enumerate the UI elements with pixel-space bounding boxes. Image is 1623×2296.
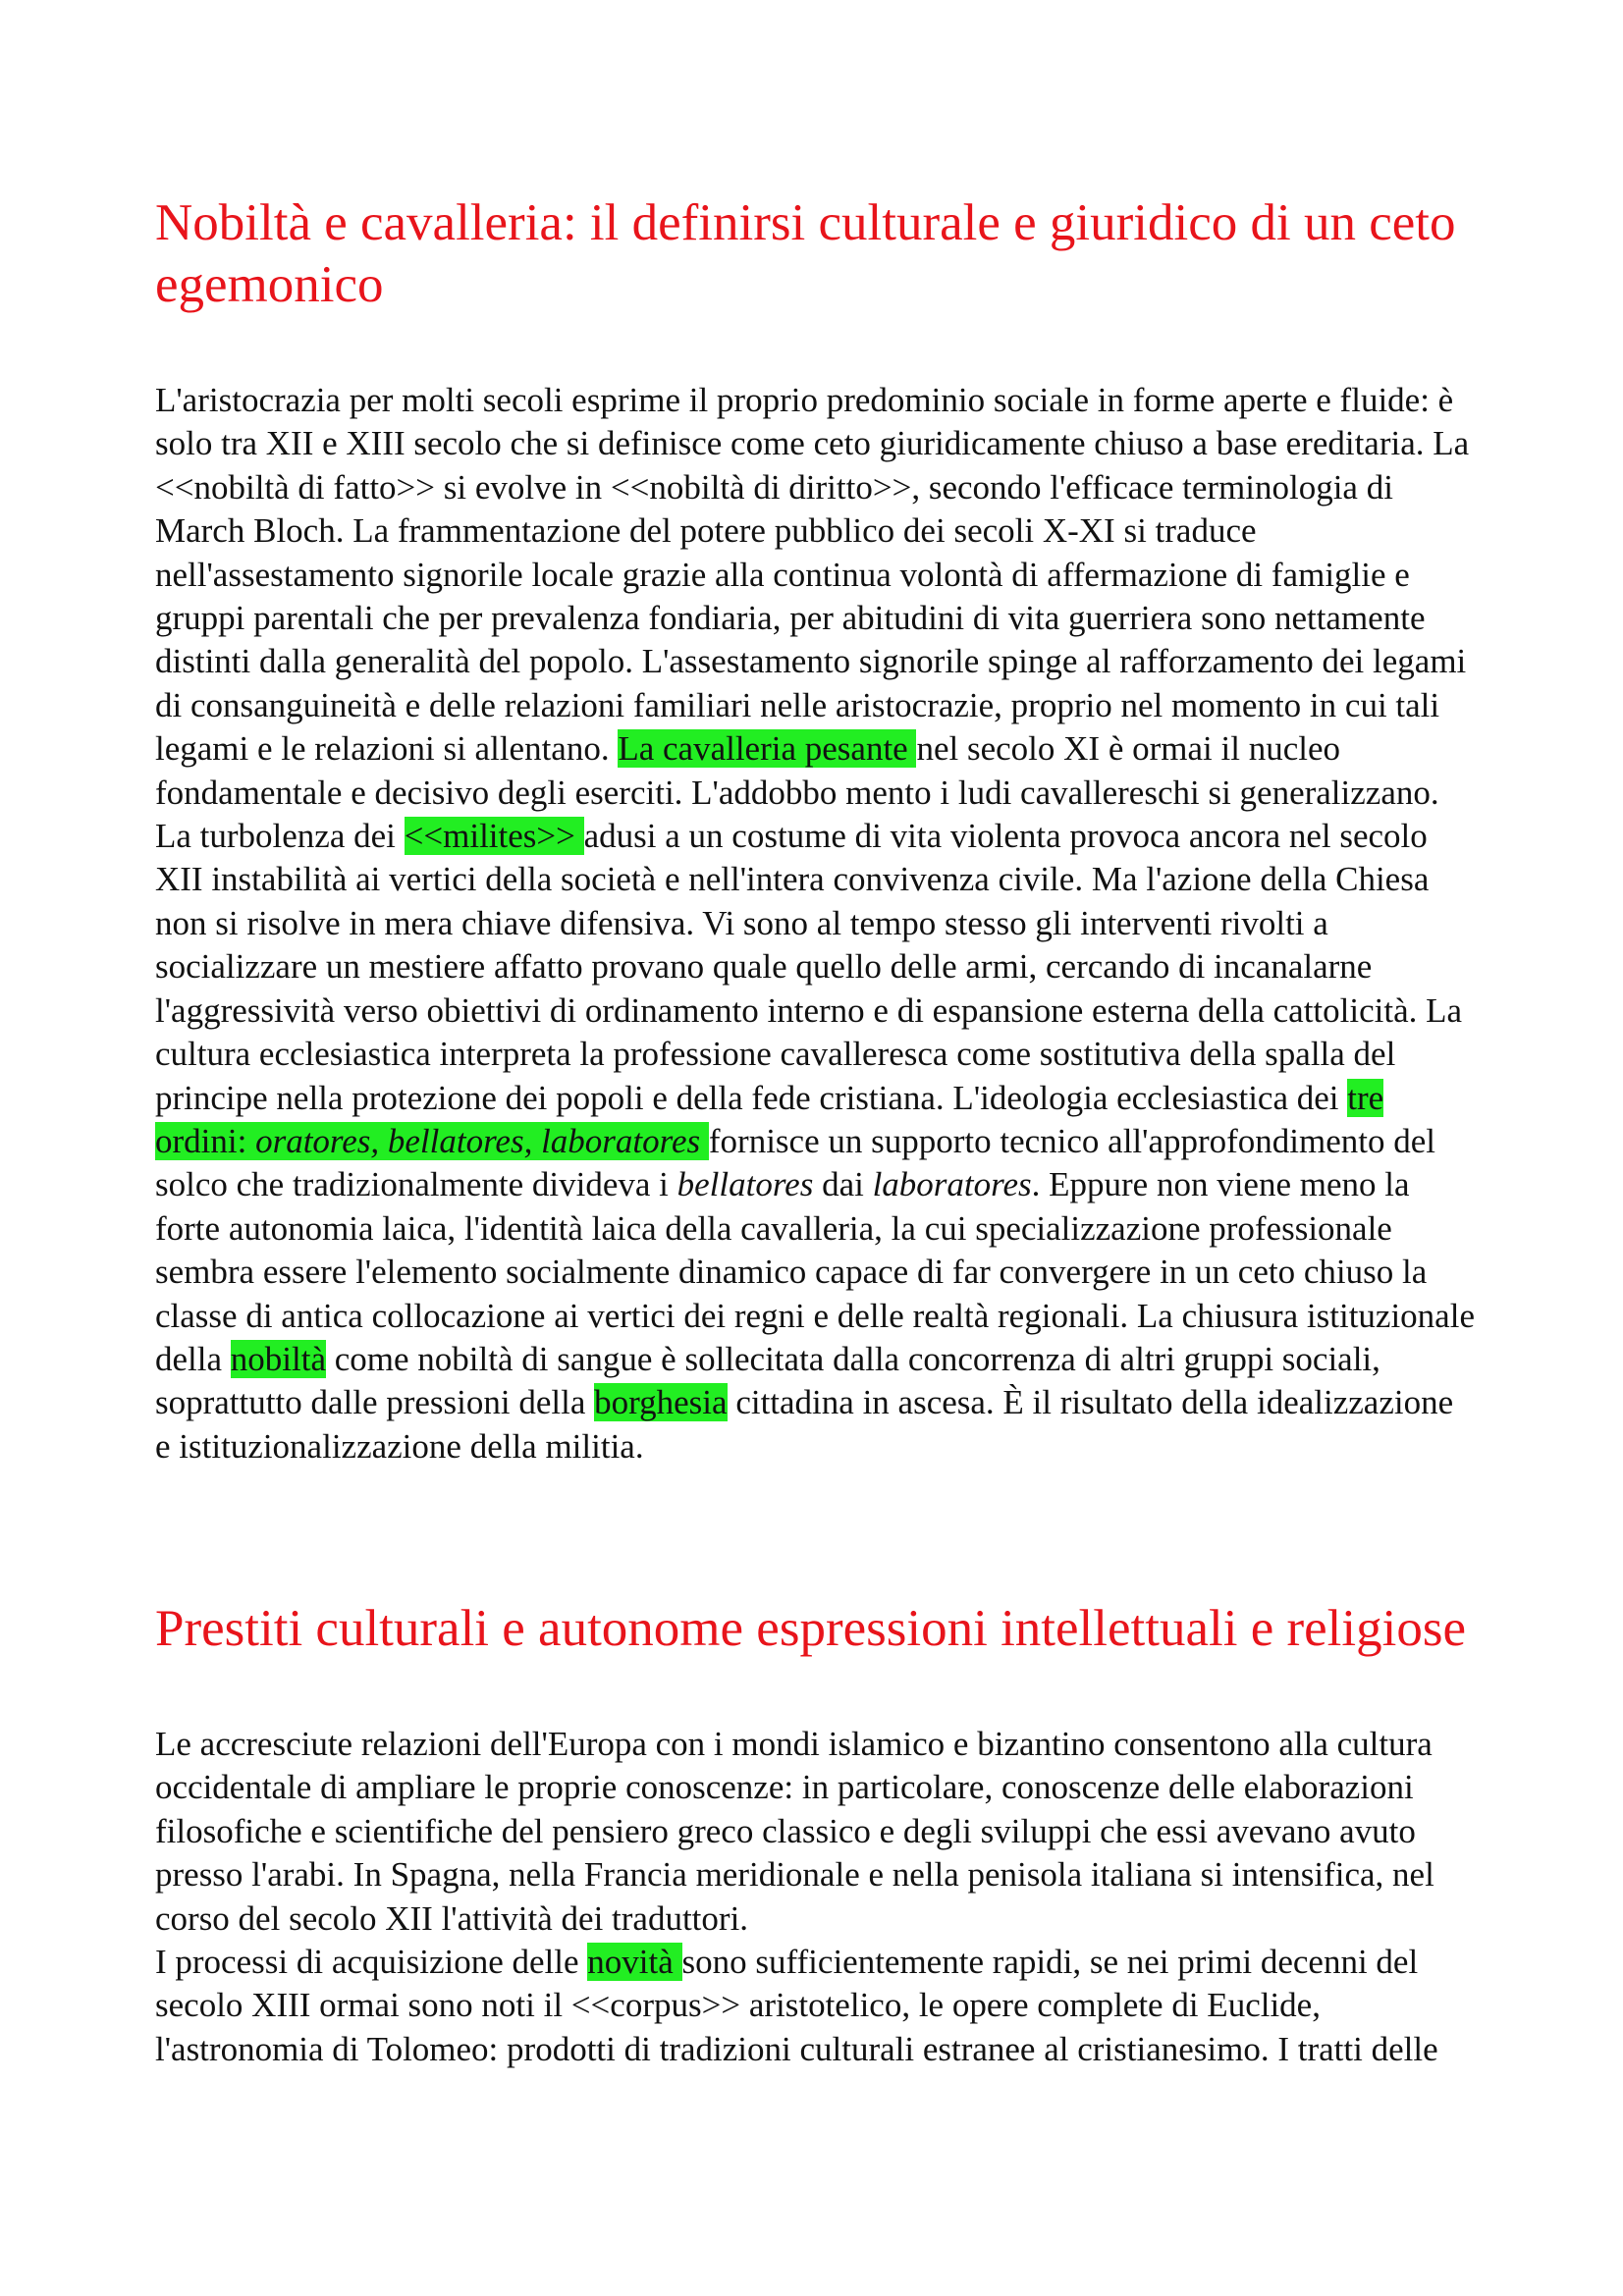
text-line [155, 989, 1613, 1033]
text-run: soprattutto dalle pressioni della [155, 1383, 595, 1422]
text-run: l'aggressività verso obiettivi di ordinamento interno e di espansione esterna della cattolicità. La [155, 990, 1463, 1030]
text-line [155, 640, 1613, 683]
text-line [155, 1853, 1613, 1896]
text-line [155, 422, 1613, 465]
text-run: <<nobiltà di fatto>> si evolve in <<nobiltà di diritto>>, secondo l'efficace terminologia di [155, 467, 1393, 507]
text-run: l'astronomia di Tolomeo: prodotti di tradizioni culturali estranee al cristianesimo. I tratti delle [155, 2029, 1438, 2068]
text-run: sembra essere l'elemento socialmente dinamico capace di far convergere in un ceto chiuso la [155, 1253, 1428, 1292]
text-line [155, 554, 1613, 597]
section-body-nobilta [155, 379, 1613, 1468]
text-line [155, 2028, 1613, 2071]
section-heading-prestiti [155, 1598, 1530, 1660]
text-line [155, 379, 1613, 422]
text-run: solo tra XII e XIII secolo che si definisce come ceto giuridicamente chiuso a base ereditaria. La [155, 424, 1470, 463]
highlighted-text: nobiltà [230, 1339, 326, 1378]
text-run: distinti dalla generalità del popolo. L'assestamento signorile spinge al rafforzamento dei legami [155, 642, 1467, 681]
text-run: e istituzionalizzazione della militia. [155, 1426, 644, 1466]
heading-line: egemonico [155, 256, 384, 313]
text-line [155, 1425, 1613, 1468]
text-run: I processi di acquisizione delle [155, 1943, 588, 1982]
text-run: fornisce un supporto tecnico all'approfondimento del [708, 1121, 1436, 1160]
text-run: presso l'arabi. In Spagna, nella Francia meridionale e nella penisola italiana si intensifica, nel [155, 1855, 1434, 1895]
italic-text: laboratores [872, 1165, 1032, 1204]
text-line [155, 1077, 1613, 1120]
text-run: nel secolo XI è ormai il nucleo [916, 729, 1340, 769]
text-line [155, 1984, 1613, 2027]
text-run: corso del secolo XII l'attività dei traduttori. [155, 1898, 749, 1938]
text-line [155, 1207, 1613, 1251]
highlighted-text: novità [587, 1943, 682, 1982]
text-run: filosofiche e scientifiche del pensiero greco classico e degli sviluppi che essi avevano avuto [155, 1811, 1416, 1850]
section-body-prestiti [155, 1723, 1613, 2071]
text-run: cultura ecclesiastica interpreta la professione cavalleresca come sostitutiva della spalla del [155, 1035, 1396, 1074]
text-line [155, 1120, 1613, 1163]
text-line [155, 1163, 1613, 1206]
text-run: March Bloch. La frammentazione del potere pubblico dei secoli X-XI si traduce [155, 511, 1257, 551]
text-line [155, 1381, 1613, 1424]
text-line [155, 684, 1613, 727]
text-run: L'aristocrazia per molti secoli esprime il proprio predominio sociale in forme aperte e fluide: è [155, 381, 1454, 419]
text-run: adusi a un costume di vita violenta provoca ancora nel secolo [583, 817, 1428, 856]
text-run: sono sufficientemente rapidi, se nei primi decenni del [681, 1943, 1419, 1982]
text-line [155, 727, 1613, 771]
highlighted-text: ordini: [155, 1121, 256, 1160]
italic-text: bellatores [676, 1165, 814, 1204]
text-line [155, 1033, 1613, 1076]
text-line [155, 815, 1613, 858]
text-run: La turbolenza dei [155, 817, 405, 856]
text-run: gruppi parentali che per prevalenza fondiaria, per abitudini di vita guerriera sono nettamente [155, 599, 1426, 638]
text-run: nell'assestamento signorile locale grazie alla continua volontà di affermazione di famiglie e [155, 555, 1410, 594]
text-line [155, 1295, 1613, 1338]
highlighted-text: La cavalleria pesante [618, 729, 917, 769]
highlighted-text: borghesia [594, 1383, 728, 1422]
text-run: fondamentale e decisivo degli eserciti. L'addobbo mento i ludi cavallereschi si generalizzano. [155, 773, 1439, 812]
text-run: non si risolve in mera chiave difensiva. Vi sono al tempo stesso gli interventi rivolti a [155, 903, 1328, 942]
text-run: cittadina in ascesa. È il risultato della idealizzazione [727, 1383, 1454, 1422]
text-line [155, 1723, 1613, 1766]
text-run: socializzare un mestiere affatto provano quale quello delle armi, cercando di incanalarne [155, 947, 1373, 987]
text-run: XII instabilità ai vertici della società e nell'intera convivenza civile. Ma l'azione della Chiesa [155, 860, 1430, 899]
text-run: solco che tradizionalmente divideva i [155, 1165, 677, 1204]
text-run: principe nella protezione dei popoli e della fede cristiana. L'ideologia ecclesiastica dei [155, 1078, 1348, 1117]
text-line [155, 1251, 1613, 1294]
text-run: dai [813, 1165, 873, 1204]
text-run: . Eppure non viene meno la [1031, 1165, 1410, 1204]
text-run: di consanguineità e delle relazioni familiari nelle aristocrazie, proprio nel momento in cui tali [155, 685, 1440, 724]
text-line [155, 1338, 1613, 1381]
heading-line: Nobiltà e cavalleria: il definirsi culturale e giuridico di un ceto [155, 194, 1456, 251]
text-run: classe di antica collocazione ai vertici dei regni e delle realtà regionali. La chiusura istituzionale [155, 1296, 1475, 1335]
text-run: occidentale di ampliare le proprie conoscenze: in particolare, conoscenze delle elaborazioni [155, 1768, 1414, 1807]
text-run: Le accresciute relazioni dell'Europa con i mondi islamico e bizantino consentono alla cultura [155, 1725, 1433, 1763]
text-line [155, 945, 1613, 988]
text-run: forte autonomia laica, l'identità laica della cavalleria, la cui specializzazione professionale [155, 1208, 1392, 1248]
highlighted-text: oratores, bellatores, laboratores [255, 1121, 709, 1160]
text-line [155, 597, 1613, 640]
text-line [155, 466, 1613, 509]
text-line [155, 1810, 1613, 1853]
text-run: secolo XIII ormai sono noti il <<corpus>> aristotelico, le opere complete di Euclide, [155, 1986, 1321, 2025]
highlighted-text: <<milites>> [404, 817, 584, 856]
highlighted-text: tre [1347, 1078, 1384, 1117]
text-run: della [155, 1339, 231, 1378]
text-line [155, 1941, 1613, 1984]
text-line [155, 772, 1613, 815]
heading-line: Prestiti culturali e autonome espressioni intellettuali e religiose [155, 1600, 1466, 1657]
text-line [155, 1766, 1613, 1809]
text-line [155, 902, 1613, 945]
text-line [155, 858, 1613, 901]
text-run: come nobiltà di sangue è sollecitata dalla concorrenza di altri gruppi sociali, [326, 1339, 1380, 1378]
text-line [155, 1897, 1613, 1941]
section-heading-nobilta [155, 192, 1530, 316]
text-run: legami e le relazioni si allentano. [155, 729, 619, 769]
text-line [155, 509, 1613, 553]
